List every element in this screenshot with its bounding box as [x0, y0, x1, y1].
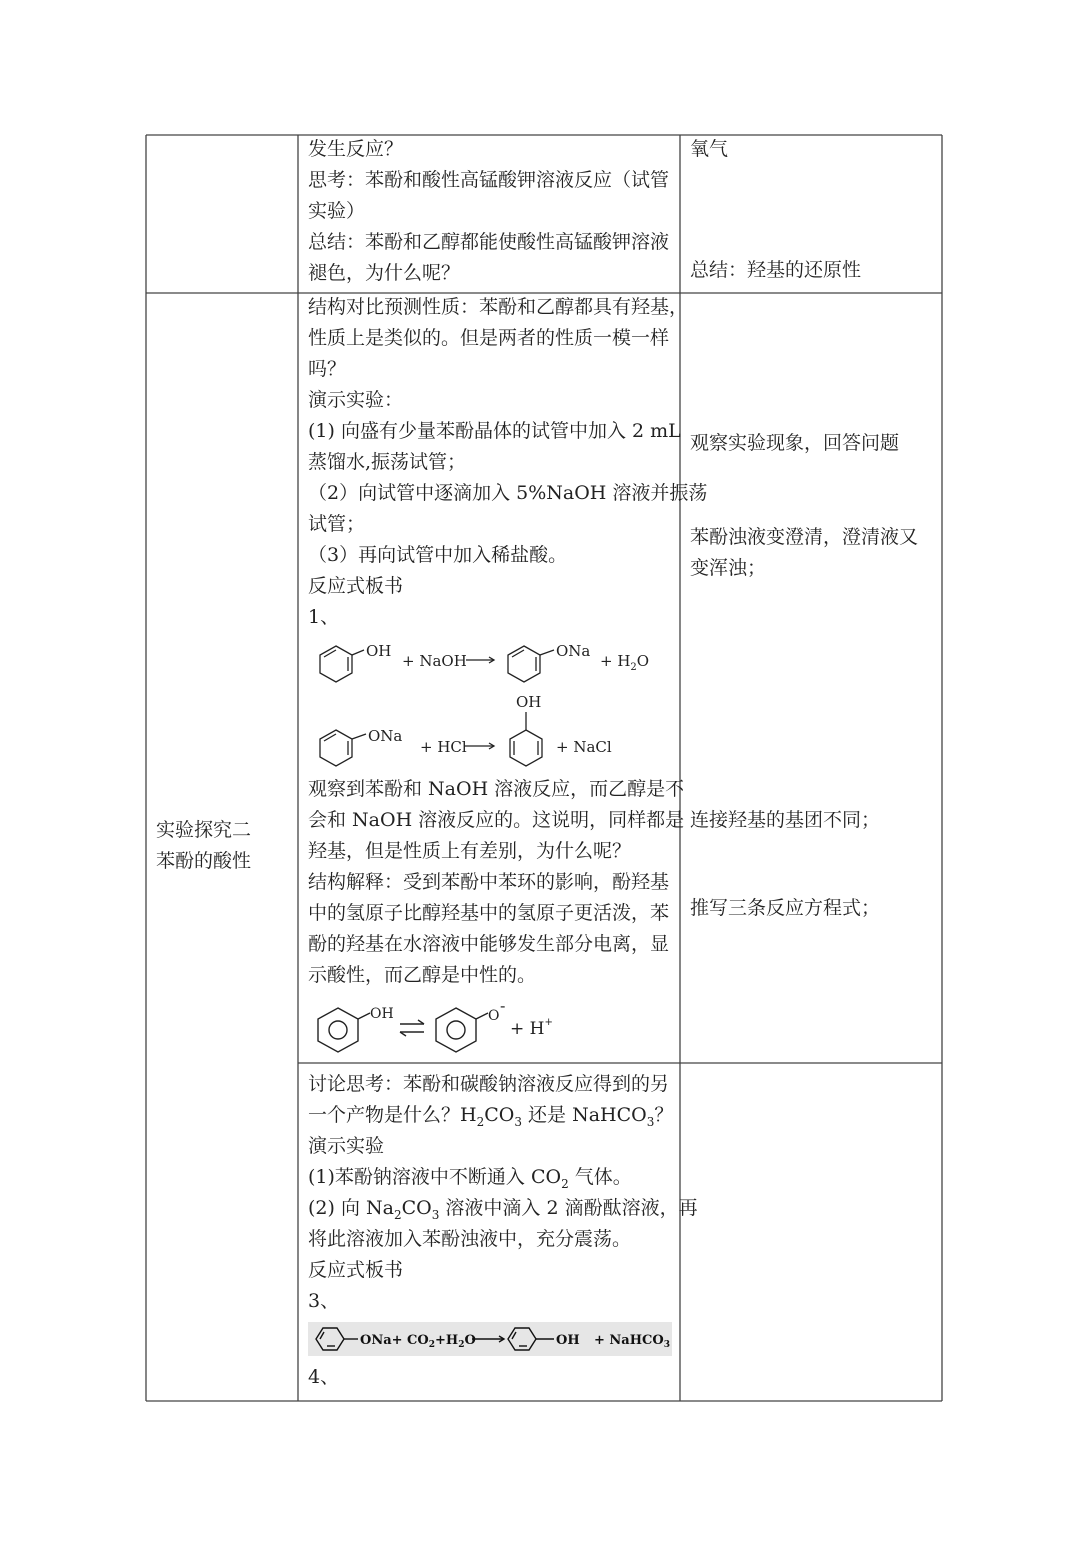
- benzene-ring: [320, 646, 352, 682]
- text-line: 酚的羟基在水溶液中能够发生部分电离，显: [308, 933, 670, 955]
- nacl-label: + NaCl: [556, 738, 612, 756]
- water-label: + $H_2O$: [600, 652, 650, 673]
- text-line: 蒸馏水,振荡试管；: [308, 451, 467, 473]
- row2-right-3: [690, 805, 935, 836]
- text-line: 总结：羟基的还原性: [690, 259, 862, 281]
- text-line: 观察到苯酚和 NaOH 溶液反应，而乙醇是不: [308, 778, 685, 800]
- text-line: 反应式板书: [308, 1259, 404, 1281]
- text-line: （3）再向试管中加入稀盐酸。: [308, 544, 568, 566]
- text-line: 中的氢原子比醇羟基中的氢原子更活泼，苯: [308, 902, 670, 924]
- naoh-label: + NaOH: [402, 652, 467, 670]
- row2-middle-top: [308, 292, 708, 633]
- row3-middle-top: [308, 1069, 698, 1317]
- row2-middle-bottom: [308, 774, 685, 991]
- benzene-ring: [436, 1008, 476, 1052]
- minus-charge: -: [500, 1000, 506, 1015]
- text-line: 结构对比预测性质：苯酚和乙醇都具有羟基，: [308, 296, 689, 318]
- benzene-ring: [318, 1008, 358, 1052]
- oh-label: OH: [370, 1006, 394, 1022]
- text-line: 思考：苯酚和酸性高锰酸钾溶液反应（试管: [308, 169, 670, 191]
- text-line: 实验）: [308, 200, 366, 222]
- benzene-ring: [510, 730, 542, 766]
- ona-label: ONa: [556, 642, 591, 660]
- text-line: 吗？: [308, 358, 347, 380]
- equation-phenoxide-co2: [308, 1322, 672, 1356]
- row3-middle-bottom: [308, 1362, 674, 1393]
- text-line: 苯酚的酸性: [156, 850, 252, 872]
- oxide-label: O: [488, 1008, 500, 1024]
- ona-label: ONa: [368, 727, 403, 745]
- text-line: 褪色，为什么呢？: [308, 262, 461, 284]
- text-line: (2) 向 $Na_2CO_3$ 溶液中滴入 2 滴酚酞溶液，再: [308, 1197, 698, 1222]
- text-line: 观察实验现象，回答问题: [690, 432, 900, 454]
- text-line: 氧气: [690, 138, 729, 160]
- section-title: [156, 815, 291, 877]
- equation-phenol-naoh: [308, 636, 674, 688]
- text-line: 会和 NaOH 溶液反应的。这说明，同样都是: [308, 809, 685, 831]
- oh-label: OH: [556, 1333, 580, 1348]
- text-line: 羟基，但是性质上有差别，为什么呢？: [308, 840, 632, 862]
- row1-middle-cell: [308, 134, 674, 289]
- equation-phenol-ionization: [308, 1000, 674, 1058]
- text-line: 示酸性，而乙醇是中性的。: [308, 964, 537, 986]
- text-line: 将此溶液加入苯酚浊液中，充分震荡。: [308, 1228, 632, 1250]
- reactants-label: $ONa+ CO_2+H_2O$: [360, 1333, 476, 1350]
- text-line: 实验探究二: [156, 819, 252, 841]
- text-line: 试管；: [308, 513, 366, 535]
- text-line: （2）向试管中逐滴加入 5%NaOH 溶液并振荡: [308, 482, 708, 504]
- text-line: 演示实验: [308, 1135, 385, 1157]
- row2-right-1: [690, 428, 935, 459]
- text-line: 发生反应？: [308, 138, 404, 160]
- row2-right-4: [690, 893, 935, 924]
- text-line: 讨论思考：苯酚和碳酸钠溶液反应得到的另: [308, 1073, 670, 1095]
- nahco3-label: + NaHCO$_3$: [594, 1333, 670, 1350]
- text-line: 连接羟基的基团不同；: [690, 809, 881, 831]
- equation-phenoxide-hcl: [308, 688, 674, 770]
- text-line: 总结：苯酚和乙醇都能使酸性高锰酸钾溶液: [308, 231, 670, 253]
- text-line: (1) 向盛有少量苯酚晶体的试管中加入 2 mL: [308, 420, 681, 442]
- text-line: 结构解释：受到苯酚中苯环的影响，酚羟基: [308, 871, 670, 893]
- oh-label: OH: [366, 642, 392, 660]
- text-line: (1)苯酚钠溶液中不断通入 $CO_2$ 气体。: [308, 1166, 632, 1191]
- text-line: 4、: [308, 1366, 340, 1388]
- benzene-ring: [320, 730, 352, 766]
- text-line: 演示实验：: [308, 389, 404, 411]
- row1-right-bottom: [690, 255, 935, 286]
- oh-label: OH: [516, 693, 542, 711]
- text-line: 3、: [308, 1290, 340, 1312]
- text-line: 一个产物是什么？$H_2CO_3$ 还是 NaHCO$_3$？: [308, 1104, 674, 1129]
- text-line: 苯酚浊液变澄清，澄清液又: [690, 526, 919, 548]
- text-line: 反应式板书: [308, 575, 404, 597]
- text-line: 变浑浊；: [690, 557, 767, 579]
- row1-right-top: [690, 134, 935, 165]
- text-line: 1、: [308, 606, 340, 628]
- hcl-label: + HCl: [420, 738, 467, 756]
- proton-label: + H+: [510, 1017, 553, 1039]
- benzene-ring: [508, 646, 540, 682]
- text-line: 推写三条反应方程式；: [690, 897, 881, 919]
- text-line: 性质上是类似的。但是两者的性质一模一样: [308, 327, 670, 349]
- row2-right-2: [690, 522, 935, 584]
